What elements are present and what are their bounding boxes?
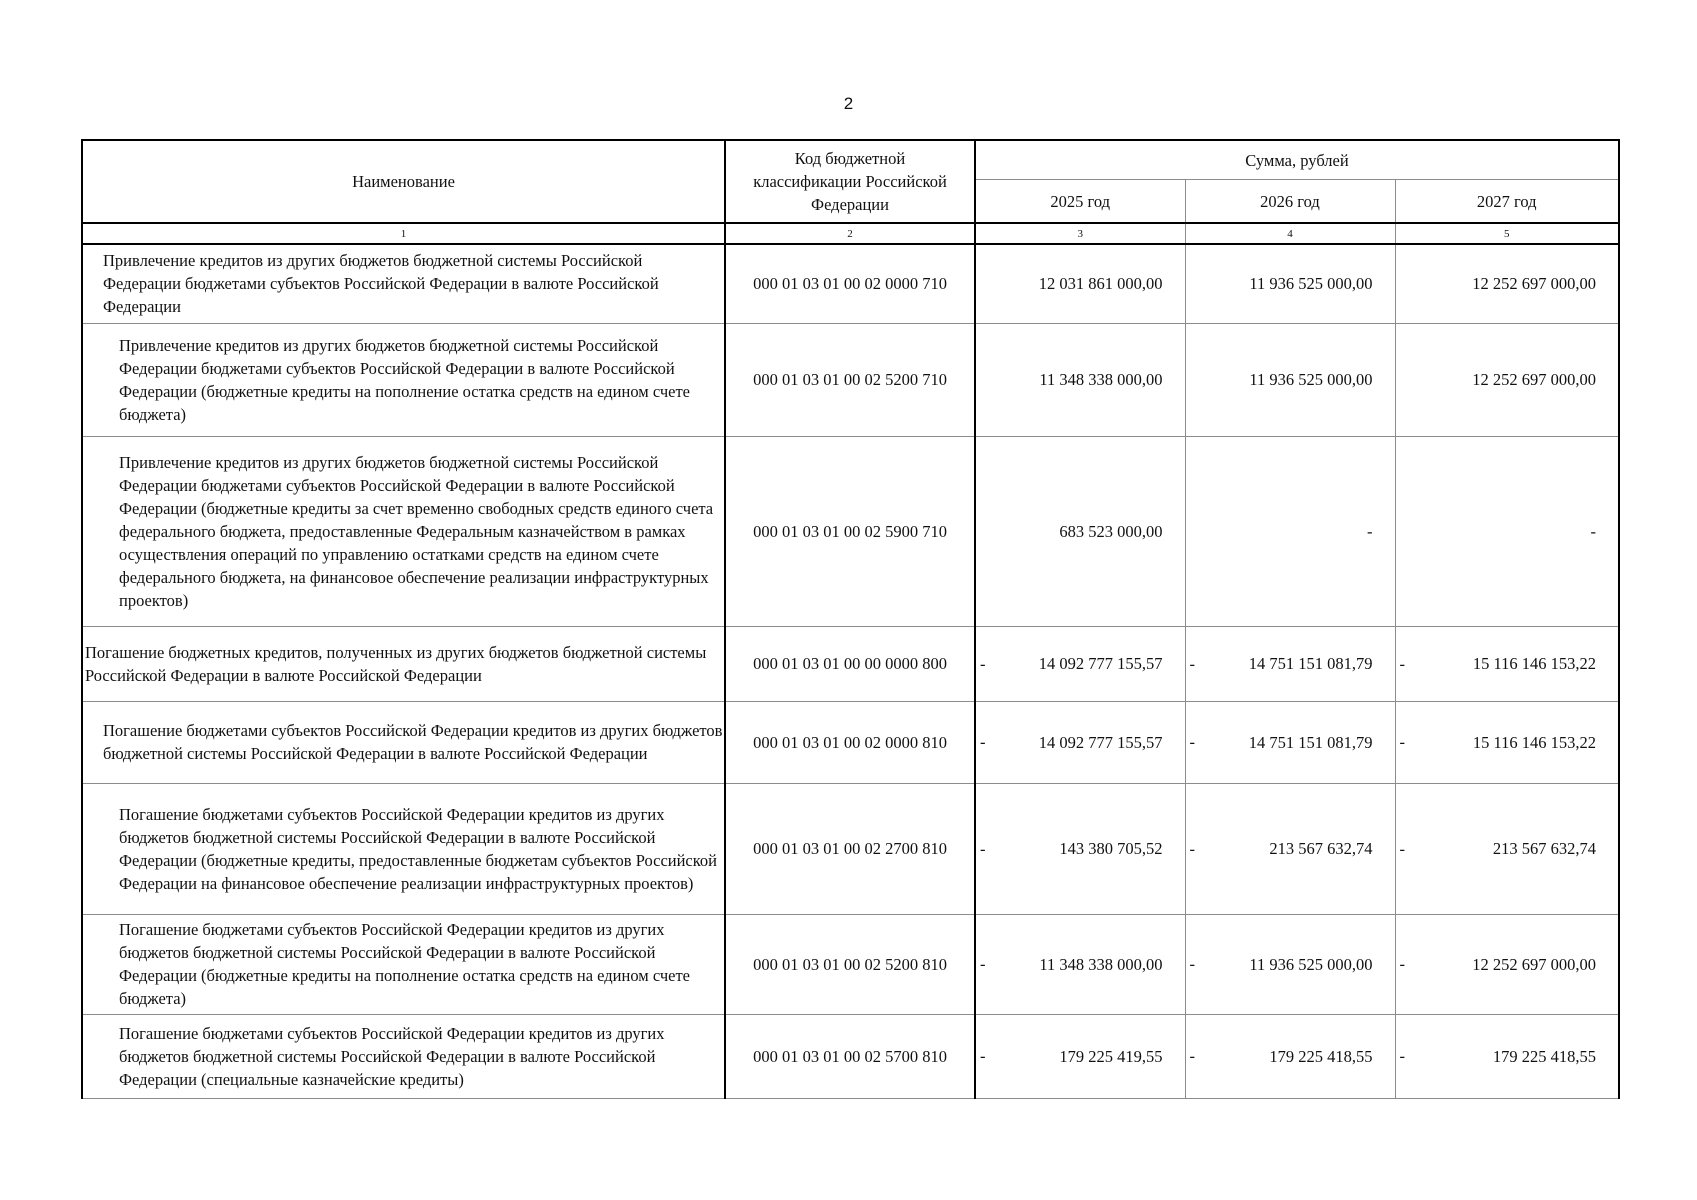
minus-sign: -	[1189, 732, 1195, 752]
row-amount-2025	[975, 323, 1185, 436]
row-code: 000 01 03 01 00 02 5200 810	[725, 914, 975, 1014]
row-amount-2027	[1395, 244, 1619, 323]
row-amount-2026	[1185, 323, 1395, 436]
row-amount-2026	[1185, 783, 1395, 914]
amount-value: 12 252 697 000,00	[1472, 370, 1596, 389]
amount-value: 14 092 777 155,57	[1038, 732, 1163, 752]
row-amount-2027	[1395, 701, 1619, 783]
row-amount-2025	[975, 626, 1185, 701]
column-number-2: 2	[725, 223, 975, 244]
row-code: 000 01 03 01 00 02 5900 710	[725, 436, 975, 626]
table-row	[82, 701, 1619, 783]
column-number-4: 4	[1185, 223, 1395, 244]
amount-value: 12 031 861 000,00	[1038, 274, 1163, 294]
row-amount-2027	[1395, 783, 1619, 914]
row-amount-2025	[975, 914, 1185, 1014]
minus-sign: -	[1399, 839, 1405, 858]
amount-value: 179 225 419,55	[1059, 1046, 1163, 1066]
row-amount-2026	[1185, 701, 1395, 783]
header-name: Наименование	[82, 140, 725, 223]
header-sum: Сумма, рублей	[975, 140, 1619, 180]
row-code: 000 01 03 01 00 02 2700 810	[725, 783, 975, 914]
row-amount-2025	[975, 701, 1185, 783]
budget-table	[81, 139, 1620, 1099]
amount-value: 213 567 632,74	[1269, 839, 1373, 858]
minus-sign: -	[1399, 954, 1405, 974]
row-amount-2025	[975, 1014, 1185, 1098]
amount-value: 11 936 525 000,00	[1249, 274, 1373, 294]
minus-sign: -	[1189, 839, 1195, 858]
row-amount-2026	[1185, 436, 1395, 626]
minus-sign: -	[1189, 654, 1195, 673]
row-code: 000 01 03 01 00 02 5700 810	[725, 1014, 975, 1098]
amount-value: 179 225 418,55	[1492, 1046, 1596, 1066]
row-name: Привлечение кредитов из других бюджетов бюджетной системы Российской Федерации бюджетами субъектов Российской Федерации в валюте Российской Федерации (бюджетные кредиты за счет временно свободных средств единого счета федерального бюджета, предоставленные Федеральным казначейством в рамках осуществления операций по управлению остатками средств на едином счете федерального бюджета, на финансовое обеспечение реализации инфраструктурных проектов)	[82, 436, 725, 626]
table-row	[82, 244, 1619, 323]
minus-sign: -	[980, 654, 986, 673]
row-name: Погашение бюджетных кредитов, полученных из других бюджетов бюджетной системы Российской Федерации в валюте Российской Федерации	[82, 626, 725, 701]
page-number: 2	[843, 94, 854, 113]
minus-sign: -	[1189, 954, 1195, 974]
row-amount-2026	[1185, 626, 1395, 701]
table-row	[82, 783, 1619, 914]
row-amount-2025	[975, 244, 1185, 323]
header-year-2025: 2025 год	[975, 180, 1185, 224]
minus-sign: -	[1399, 1046, 1405, 1066]
row-code: 000 01 03 01 00 02 0000 810	[725, 701, 975, 783]
amount-value: 14 751 151 081,79	[1248, 732, 1373, 752]
row-name: Погашение бюджетами субъектов Российской Федерации кредитов из других бюджетов бюджетной системы Российской Федерации в валюте Российской Федерации (бюджетные кредиты, предоставленные бюджетам субъектов Российской Федерации на финансовое обеспечение реализации инфраструктурных проектов)	[82, 783, 725, 914]
table-row	[82, 323, 1619, 436]
amount-value: 15 116 146 153,22	[1472, 732, 1596, 752]
table-row	[82, 1014, 1619, 1098]
amount-value: -	[1367, 521, 1373, 541]
row-code: 000 01 03 01 00 02 0000 710	[725, 244, 975, 323]
amount-value: 12 252 697 000,00	[1472, 274, 1596, 294]
row-name: Привлечение кредитов из других бюджетов бюджетной системы Российской Федерации бюджетами субъектов Российской Федерации в валюте Российской Федерации (бюджетные кредиты на пополнение остатка средств на едином счете бюджета)	[82, 323, 725, 436]
minus-sign: -	[980, 1046, 986, 1066]
row-code: 000 01 03 01 00 02 5200 710	[725, 323, 975, 436]
amount-value: 15 116 146 153,22	[1472, 654, 1596, 673]
row-amount-2026	[1185, 1014, 1395, 1098]
row-amount-2027	[1395, 1014, 1619, 1098]
table-row	[82, 626, 1619, 701]
row-name: Погашение бюджетами субъектов Российской Федерации кредитов из других бюджетов бюджетной системы Российской Федерации в валюте Российской Федерации	[82, 701, 725, 783]
table-row	[82, 914, 1619, 1014]
amount-value: 12 252 697 000,00	[1472, 954, 1596, 974]
minus-sign: -	[980, 954, 986, 974]
minus-sign: -	[1189, 1046, 1195, 1066]
minus-sign: -	[1399, 732, 1405, 752]
row-amount-2026	[1185, 244, 1395, 323]
column-number-3: 3	[975, 223, 1185, 244]
row-amount-2027	[1395, 914, 1619, 1014]
row-code: 000 01 03 01 00 00 0000 800	[725, 626, 975, 701]
row-name: Погашение бюджетами субъектов Российской Федерации кредитов из других бюджетов бюджетной системы Российской Федерации в валюте Российской Федерации (специальные казначейские кредиты)	[82, 1014, 725, 1098]
amount-value: 11 348 338 000,00	[1039, 370, 1163, 389]
header-year-2026: 2026 год	[1185, 180, 1395, 224]
row-name: Привлечение кредитов из других бюджетов бюджетной системы Российской Федерации бюджетами субъектов Российской Федерации в валюте Российской Федерации	[82, 244, 725, 323]
amount-value: 11 936 525 000,00	[1249, 954, 1373, 974]
row-amount-2025	[975, 783, 1185, 914]
amount-value: 143 380 705,52	[1059, 839, 1163, 858]
table-row	[82, 436, 1619, 626]
amount-value: 11 936 525 000,00	[1249, 370, 1373, 389]
amount-value: 213 567 632,74	[1492, 839, 1596, 858]
amount-value: 14 092 777 155,57	[1038, 654, 1163, 673]
row-amount-2026	[1185, 914, 1395, 1014]
column-number-1: 1	[82, 223, 725, 244]
amount-value: -	[1590, 521, 1596, 541]
minus-sign: -	[1399, 654, 1405, 673]
minus-sign: -	[980, 732, 986, 752]
row-name: Погашение бюджетами субъектов Российской Федерации кредитов из других бюджетов бюджетной системы Российской Федерации в валюте Российской Федерации (бюджетные кредиты на пополнение остатка средств на едином счете бюджета)	[82, 914, 725, 1014]
amount-value: 11 348 338 000,00	[1039, 954, 1163, 974]
amount-value: 14 751 151 081,79	[1248, 654, 1373, 673]
row-amount-2027	[1395, 626, 1619, 701]
header-code: Код бюджетной классификации Российской Федерации	[725, 140, 975, 223]
header-year-2027: 2027 год	[1395, 180, 1619, 224]
amount-value: 179 225 418,55	[1269, 1046, 1373, 1066]
row-amount-2025	[975, 436, 1185, 626]
row-amount-2027	[1395, 323, 1619, 436]
minus-sign: -	[980, 839, 986, 858]
row-amount-2027	[1395, 436, 1619, 626]
amount-value: 683 523 000,00	[1059, 521, 1163, 541]
column-number-5: 5	[1395, 223, 1619, 244]
